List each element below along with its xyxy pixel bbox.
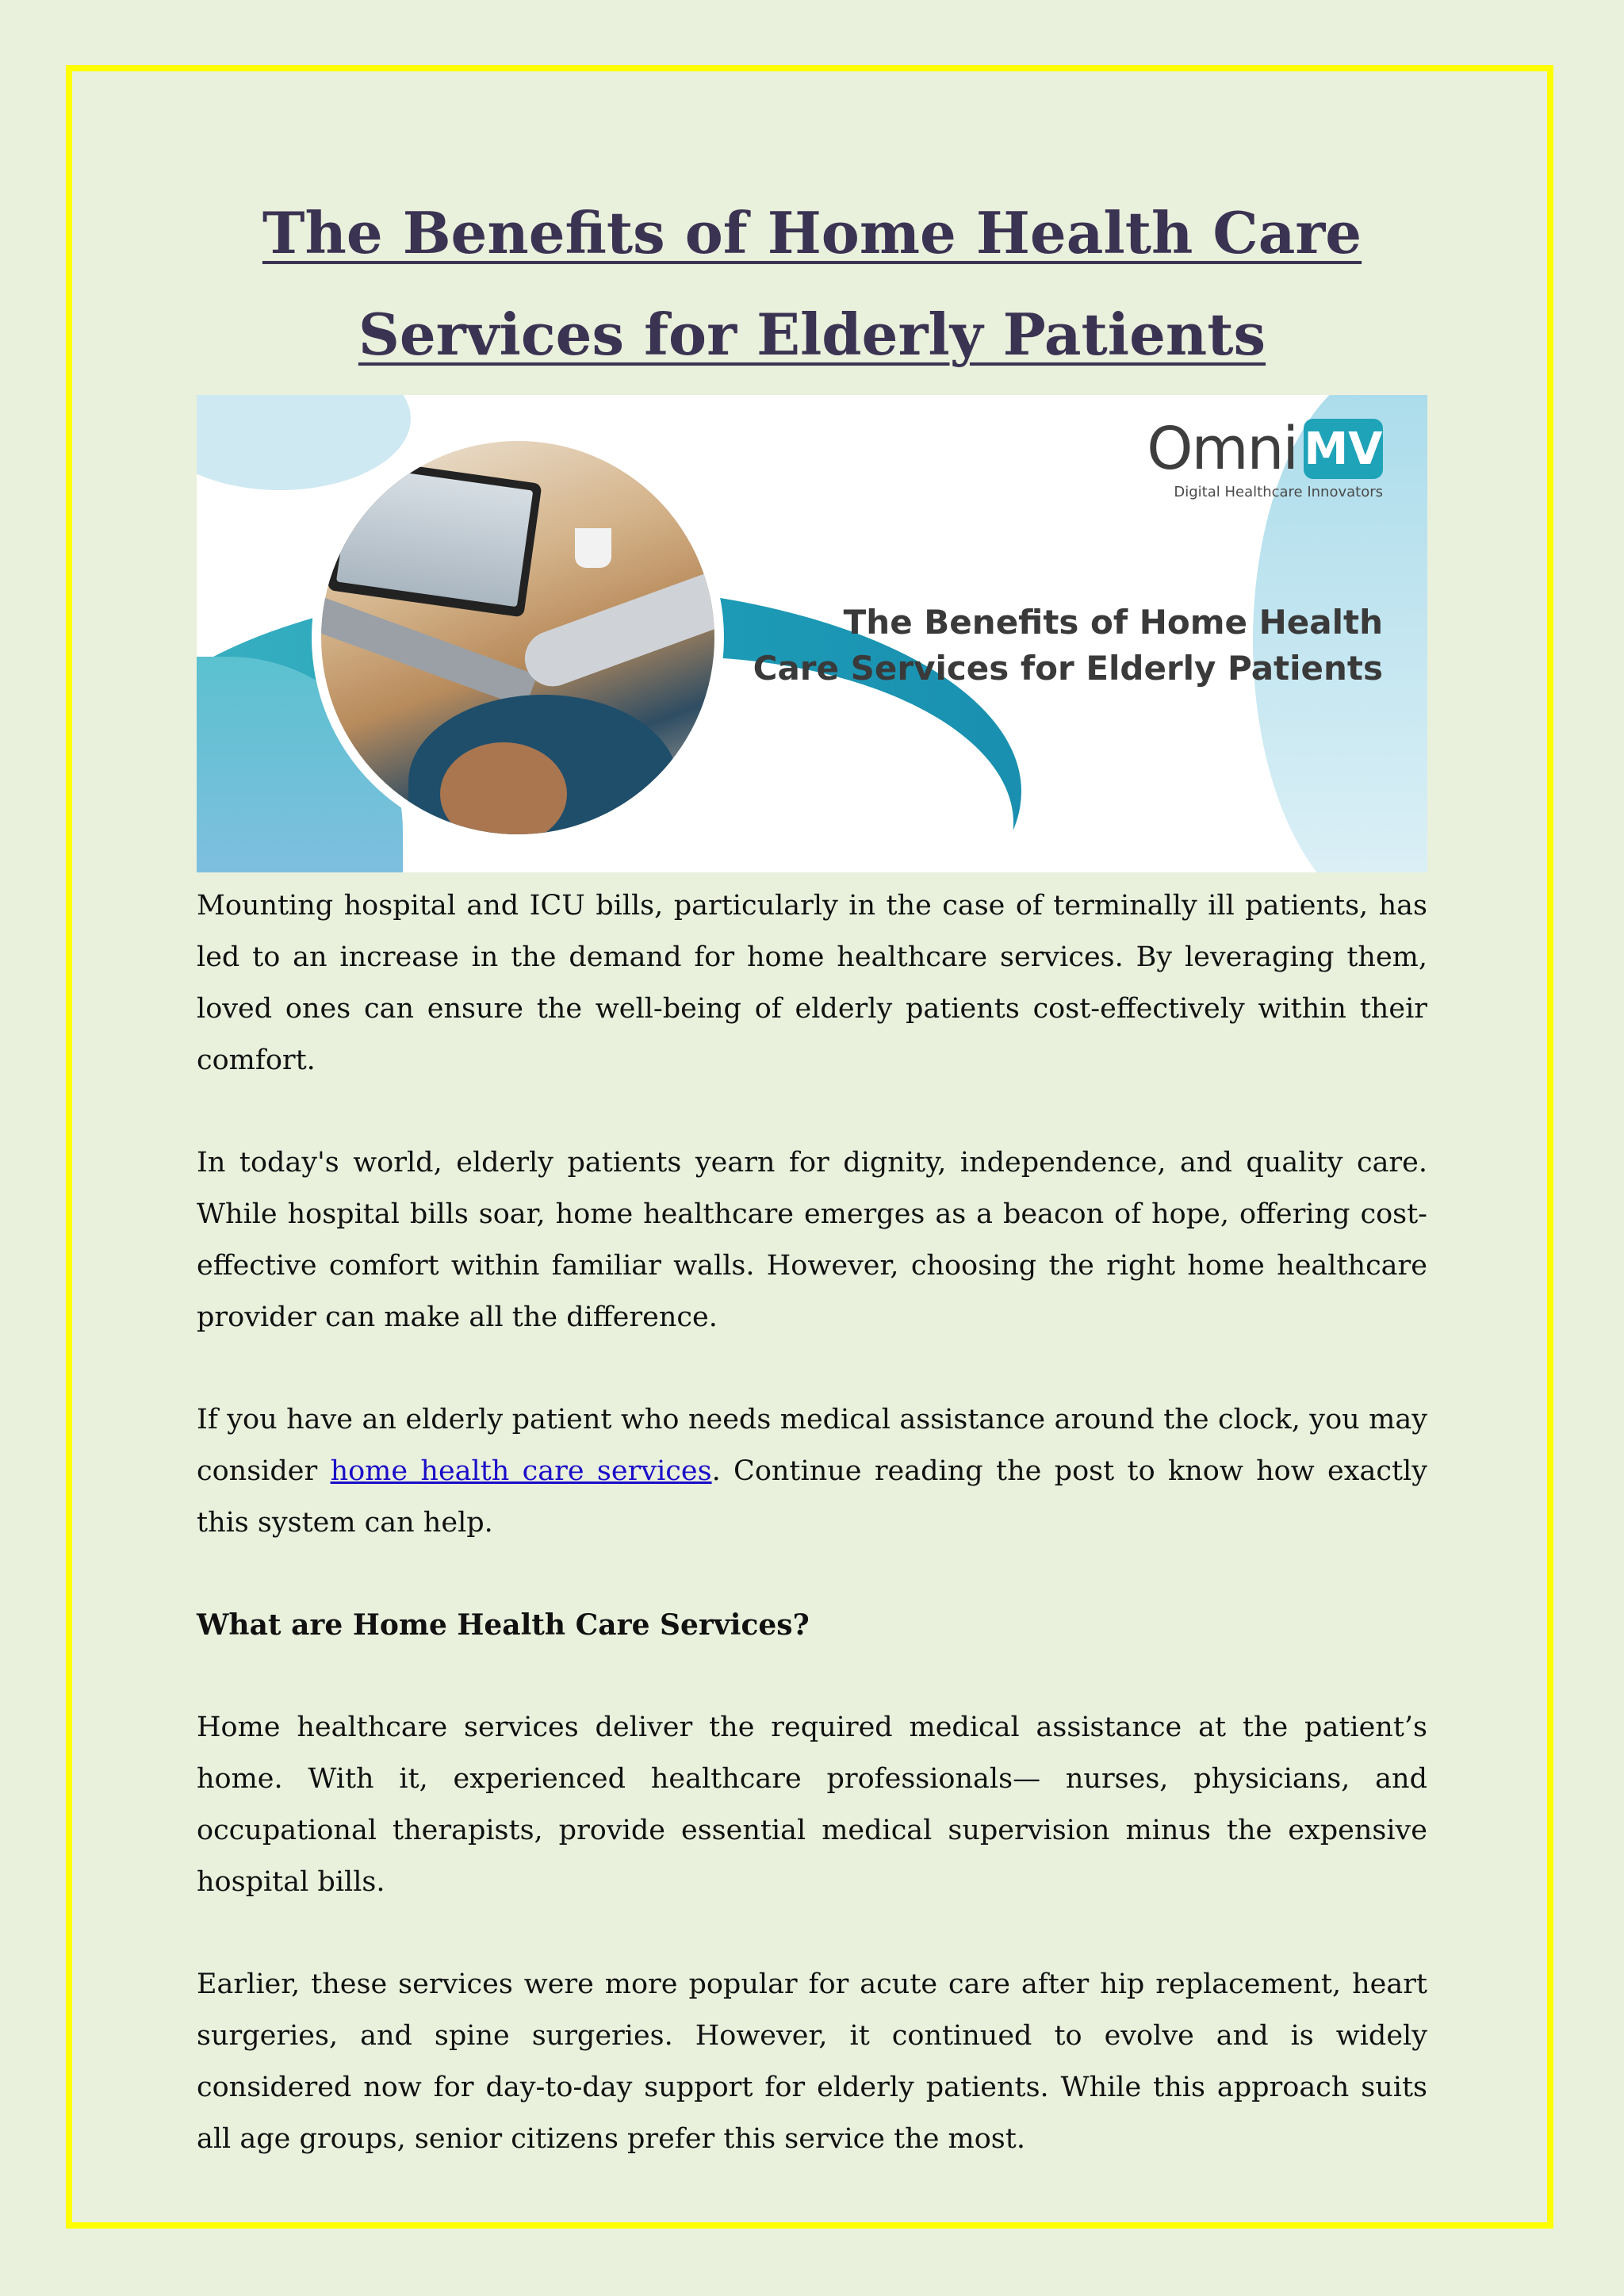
telehealth-photo <box>312 431 724 844</box>
logo-tagline: Digital Healthcare Innovators <box>1174 484 1383 500</box>
page-title: The Benefits of Home Health Care Services for Elderly Patients <box>262 199 1362 368</box>
paragraph-history: Earlier, these services were more popular for acute care after hip replacement, heart surgeries, and spine surgeries. However, it continued to evolve and is widely considered now for day-to-day support for elderly patients. While this approach suits all age groups, senior citizens prefer this service the most. <box>197 1968 1427 2155</box>
arm-illustration <box>517 561 714 694</box>
paragraph-todays-world: In today's world, elderly patients yearn for dignity, independence, and quality care. While hospital bills soar, home healthcare emerges as a beacon of hope, offering cost-effective comfort within familiar walls. However, choosing the right home healthcare provider can make all the difference. <box>197 1147 1427 1333</box>
laptop-illustration <box>327 456 542 617</box>
logo-badge-icon: MV <box>1304 419 1383 479</box>
document-body <box>197 182 1427 2165</box>
paragraph-consider: If you have an elderly patient who needs medical assistance around the clock, you may consider home health care services. Continue reading the post to know how exactly this system can help. <box>197 1404 1427 1539</box>
omnimd-logo <box>1147 417 1383 500</box>
paragraph-intro: Mounting hospital and ICU bills, particularly in the case of terminally ill patients, has led to an increase in the demand for home healthcare services. By leveraging them, loved ones can ensure the well-being of elderly patients cost-effectively within their comfort. <box>197 890 1427 1076</box>
paragraph-definition: Home healthcare services deliver the required medical assistance at the patient’s home. With it, experienced healthcare professionals— nurses, physicians, and occupational therapists, provide essential medical supervision minus the expensive hospital bills. <box>197 1711 1427 1898</box>
hero-banner-image <box>197 395 1427 872</box>
section-heading: What are Home Health Care Services? <box>197 1608 810 1642</box>
logo-wordmark: Omni <box>1147 415 1297 483</box>
home-health-care-services-link[interactable]: home health care services <box>330 1455 712 1487</box>
cup-illustration <box>575 528 611 568</box>
banner-title: The Benefits of Home Health Care Services for Elderly Patients <box>753 603 1383 688</box>
